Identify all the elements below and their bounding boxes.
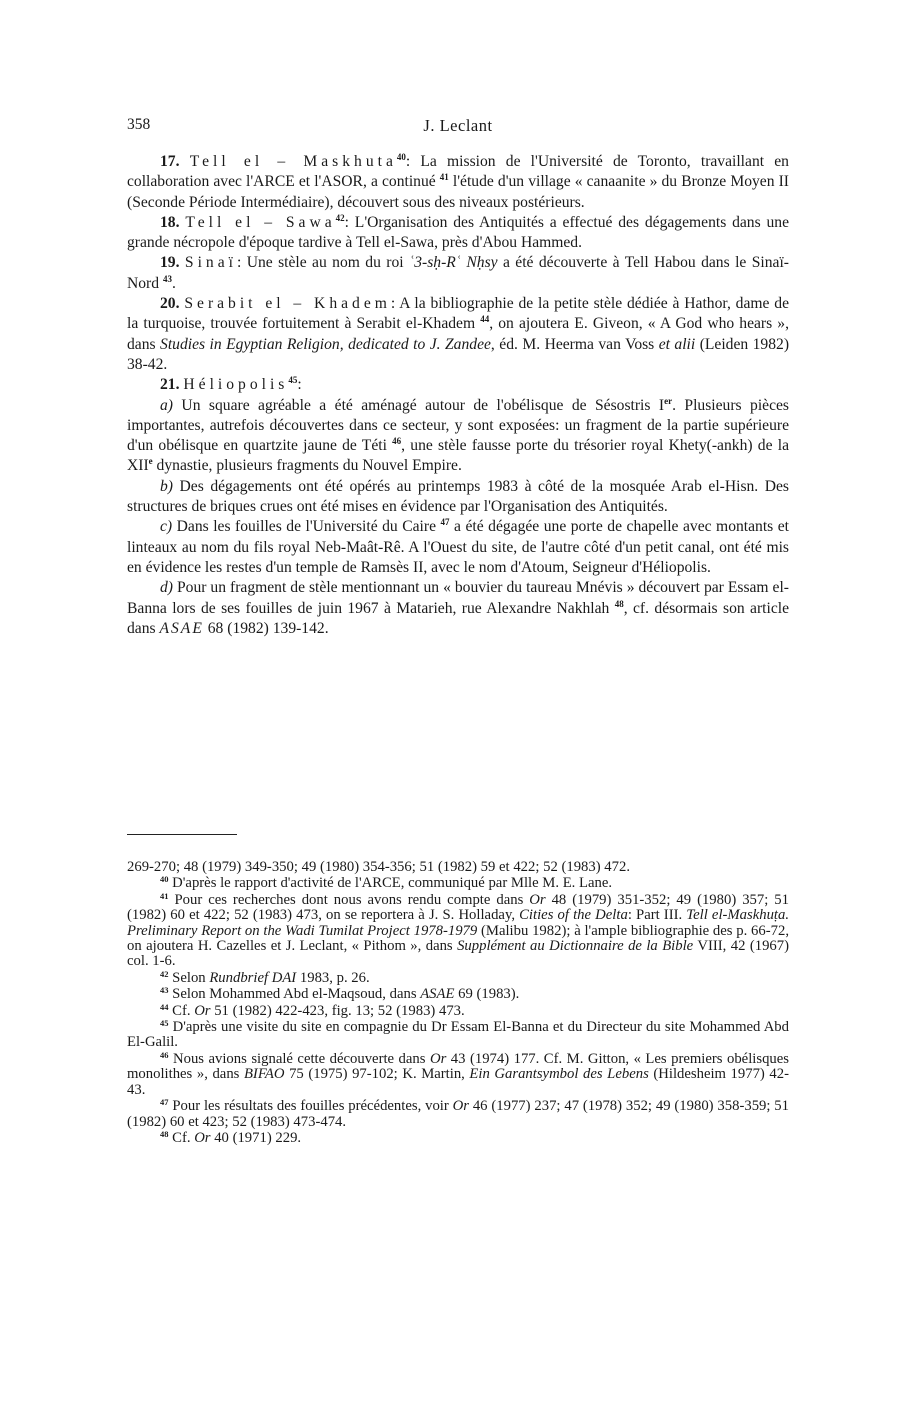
paragraph-text: :: [297, 376, 302, 394]
footnote-text: : Part III.: [627, 907, 687, 924]
page-header: [127, 116, 789, 138]
paragraph-text: a été dégagée une porte de chapelle avec montants et linteaux au nom du fils royal Neb-Maât-Rê. A l'Ouest du site, de l'autre côté d'un petit canal, ont été mis en évidence les restes d'un temple de Ramsès II, avec le nom d'Atoum, Seigneur d'Héliopolis.: [127, 518, 789, 576]
journal-title: Or: [529, 891, 546, 908]
paragraph-text: : A la bibliographie de la petite stèle dédiée à Hathor, dame de la turquoise, trouvée fortuitement à Serabit el-Khadem: [127, 295, 789, 333]
footnote-ref: 46: [392, 436, 402, 447]
section-21-d: [127, 578, 789, 639]
journal-title: Or: [194, 1002, 211, 1019]
section-21-b: [127, 477, 789, 518]
footnote-40: [127, 876, 789, 891]
footnote-ref: 42: [335, 212, 345, 223]
site-name: Serabit el – Khadem: [184, 295, 391, 313]
section-20: [127, 294, 789, 375]
footnote-ref: 44: [480, 314, 490, 325]
superscript: e: [148, 456, 153, 467]
section-21-a: [127, 396, 789, 477]
footnote-number: 46: [160, 1049, 169, 1060]
paragraph-text: dynastie, plusieurs fragments du Nouvel Empire.: [152, 457, 462, 475]
running-head: J. Leclant: [423, 116, 493, 135]
footnote-46: [127, 1049, 789, 1098]
royal-name: ʿ3-sḥ-Rʿ Nḥsy: [409, 254, 498, 272]
item-label: c): [160, 518, 173, 536]
paragraph-text: Des dégagements ont été opérés au printemps 1983 à côté de la mosquée Arab el-Hisn. Des structures de briques crues ont été mises en évidence par l'Organisation des Antiquités.: [127, 477, 789, 516]
footnote-number: 43: [160, 985, 169, 996]
paragraph-text: (Leiden 1982) 38-42.: [127, 335, 790, 373]
footnote-number: 47: [160, 1097, 169, 1108]
section-21-c: [127, 517, 789, 578]
footnote-text: D'après le rapport d'activité de l'ARCE, communiqué par Mlle M. E. Lane.: [168, 875, 613, 892]
footnote-text: Cf.: [168, 1002, 195, 1019]
footnote-text: Pour ces recherches dont nous avons rendu compte dans: [168, 891, 530, 908]
footnote-text: Cf.: [168, 1129, 195, 1146]
site-name: Tell el – Maskhuta: [189, 153, 397, 170]
footnote-text: 46 (1977) 237; 47 (1978) 352; 49 (1980) 358-359; 51 (1982) 60 et 423; 52 (1983) 473-474.: [127, 1098, 789, 1130]
footnote-text: Selon Mohammed Abd el-Maqsoud, dans: [168, 986, 421, 1003]
paragraph-text: : Une stèle au nom du roi: [236, 254, 410, 272]
footnote-number: 48: [160, 1128, 169, 1139]
section-19: [127, 253, 789, 294]
et-alii: et alii: [658, 335, 696, 353]
superscript: er: [664, 395, 673, 406]
section-18: [127, 213, 789, 254]
paragraph-text: , une stèle fausse porte du trésorier royal Khety(-ankh) de la XII: [127, 437, 789, 475]
journal-title: Or: [452, 1098, 469, 1115]
section-number: 21.: [160, 376, 180, 394]
footnote-text: 48 (1979) 351-352; 49 (1980) 357; 51 (1982) 60 et 422; 52 (1983) 473, on se reportera à J. S. Holladay,: [127, 891, 789, 924]
paragraph-text: Pour un fragment de stèle mentionnant un « bouvier du taureau Mnévis » découvert par Essam el-Banna lors de ses fouilles de juin 1967 à Matarieh, rue Alexandre Nakhlah: [127, 579, 789, 617]
paragraph-text: l'étude d'un village « canaanite » du Bronze Moyen II (Seconde Période Intermédiaire), découvert sous des niveaux postérieurs.: [127, 173, 789, 211]
journal-title: ASAE: [420, 986, 455, 1003]
footnote-text: 75 (1975) 97-102; K. Martin,: [284, 1066, 470, 1083]
footnote-47: [127, 1099, 789, 1130]
paragraph-text: : L'Organisation des Antiquités a effectué des dégagements dans une grande nécropole d'époque tardive à Tell el-Sawa, près d'Abou Hammed.: [127, 213, 790, 252]
footnote-number: 40: [160, 874, 169, 885]
footnote-text: 40 (1971) 229.: [210, 1129, 302, 1146]
footnote-text: 69 (1983).: [454, 986, 520, 1003]
journal-title: Or: [194, 1129, 211, 1146]
footnote-text: 1983, p. 26.: [296, 969, 370, 986]
book-title: Cities of the Delta: [519, 907, 628, 924]
paragraph-text: 68 (1982) 139-142.: [203, 619, 329, 637]
footnote-text: VIII, 42 (1967) col. 1-6.: [127, 938, 789, 970]
item-label: d): [160, 579, 173, 597]
footnote-ref: 43: [162, 273, 172, 284]
paragraph-text: : La mission de l'Université de Toronto, travaillant en collaboration avec l'ARCE et l'ASOR, a continué: [127, 153, 789, 191]
footnote-text: Nous avions signalé cette découverte dans: [168, 1050, 430, 1067]
footnote-number: 42: [160, 968, 169, 979]
section-21-heading: [127, 375, 789, 395]
book-title: Supplément au Dictionnaire de la Bible: [457, 938, 694, 955]
footnote-ref: 41: [439, 172, 449, 183]
footnote-text: Pour les résultats des fouilles précédentes, voir: [168, 1098, 453, 1115]
footnote-text: (Hildesheim 1977) 42-43.: [127, 1066, 789, 1098]
item-label: a): [160, 396, 173, 414]
footnote-number: 45: [160, 1018, 169, 1029]
footnote-text: 51 (1982) 422-423, fig. 13; 52 (1983) 473.: [210, 1002, 465, 1019]
site-name: Tell el – Sawa: [185, 213, 336, 231]
paragraph-text: Dans les fouilles de l'Université du Caire: [172, 518, 441, 536]
journal-title: BIFAO: [243, 1066, 285, 1083]
footnote-43: [127, 987, 789, 1002]
paragraph-text: .: [171, 274, 176, 292]
site-name: Sinaï: [184, 254, 237, 272]
journal-title: Or: [429, 1050, 447, 1067]
section-number: 18.: [160, 213, 180, 231]
footnote-ref: 48: [614, 598, 624, 609]
footnote-ref: 47: [440, 517, 450, 528]
footnotes: [127, 860, 789, 1146]
paragraph-text: , éd. M. Heerma van Voss: [490, 335, 659, 353]
footnote-text: Selon: [168, 969, 210, 986]
journal-title: ASAE: [159, 619, 204, 637]
paragraph-text: , cf. désormais son article dans: [127, 599, 789, 637]
section-number: 19.: [160, 254, 180, 272]
footnote-text: 43 (1974) 177. Cf. M. Gitton, « Les premiers obélisques monolithes », dans: [127, 1050, 789, 1083]
book-title: Ein Garantsymbol des Lebens: [469, 1066, 649, 1083]
page-number: 358: [127, 116, 151, 133]
footnote-44: [127, 1001, 789, 1019]
footnote-divider: [127, 834, 237, 835]
footnote-ref: 45: [288, 375, 298, 386]
footnote-text: (Malibu 1982); à l'ample bibliographie des p. 66-72, on ajoutera H. Cazelles et J. Leclant, « Pithom », dans: [127, 922, 789, 955]
item-label: b): [160, 477, 173, 495]
footnote-45: [127, 1020, 789, 1051]
section-17: [127, 152, 789, 213]
paragraph-text: a été découverte à Tell Habou dans le Sinaï-Nord: [127, 254, 789, 292]
paragraph-text: . Plusieurs pièces importantes, autrefois découvertes dans ce secteur, y sont exposées: un fragment de la partie supérieure d'un obélisque en quartzite jaune de Téti: [127, 396, 790, 455]
book-title: Studies in Egyptian Religion, dedicated to J. Zandee: [160, 335, 491, 353]
footnote-48: [127, 1128, 789, 1146]
site-name: Héliopolis: [183, 376, 289, 394]
paragraph-text: , on ajoutera E. Giveon, « A God who hears », dans: [127, 315, 790, 353]
main-text: [127, 152, 789, 639]
paragraph-text: Un square agréable a été aménagé autour de l'obélisque de Sésostris I: [173, 396, 665, 414]
footnote-number: 44: [160, 1001, 169, 1012]
footnote-continuation: 269-270; 48 (1979) 349-350; 49 (1980) 354-356; 51 (1982) 59 et 422; 52 (1983) 472.: [127, 859, 630, 875]
section-number: 17.: [160, 153, 180, 170]
footnote-number: 41: [160, 890, 169, 901]
footnote-41: [127, 890, 790, 970]
section-number: 20.: [160, 295, 180, 313]
footnote-ref: 40: [396, 152, 406, 162]
journal-title: Rundbrief DAI: [209, 969, 297, 986]
footnote-text: D'après une visite du site en compagnie du Dr Essam El-Banna et du Directeur du site Mohammed Abd El-Galil.: [127, 1019, 789, 1051]
book-title: Tell el-Maskhuṭa. Preliminary Report on the Wadi Tumilat Project 1978-1979: [127, 907, 790, 939]
footnote-42: [127, 968, 789, 986]
